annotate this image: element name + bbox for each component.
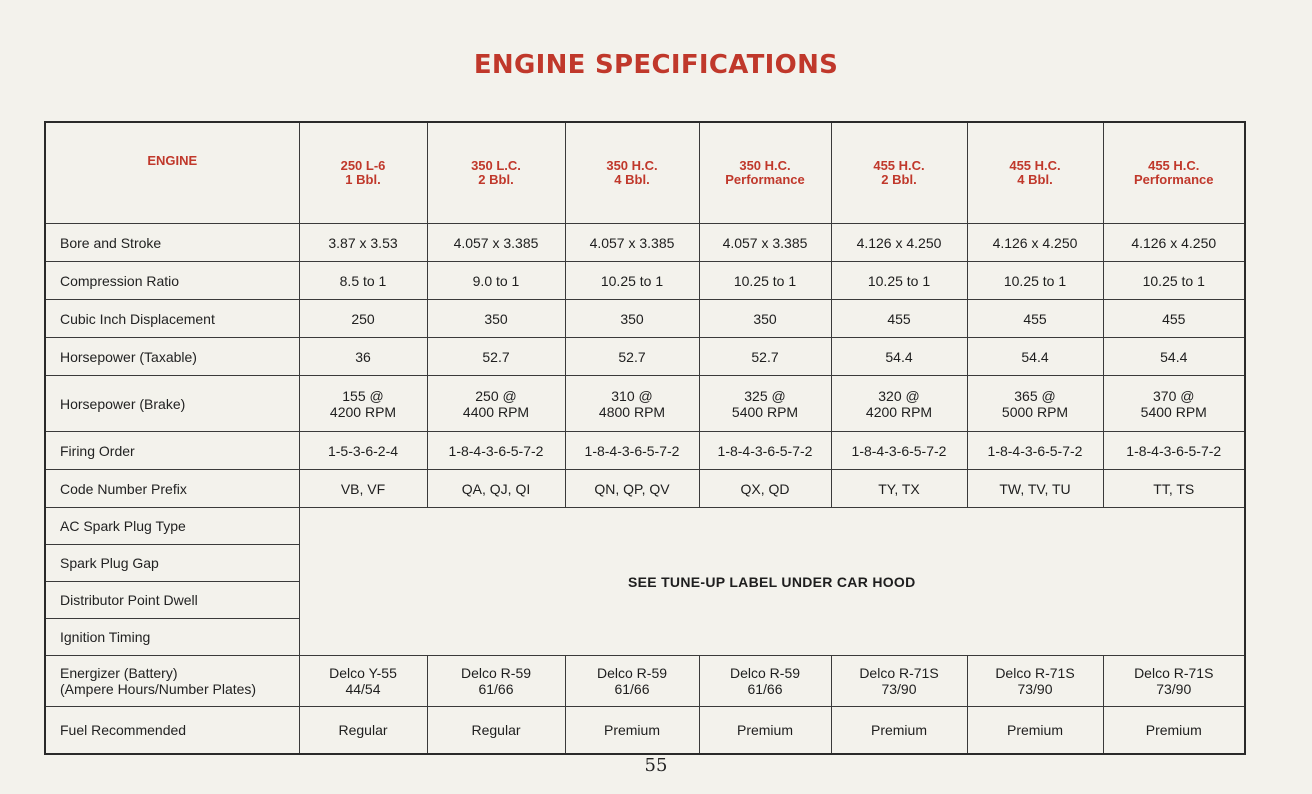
row-fuel [45,707,1245,755]
cell-value: 52.7 [427,338,565,376]
cell-value: 455 [1103,300,1245,338]
cell-value: 10.25 to 1 [831,262,967,300]
cell-value [427,376,565,432]
row-firing-order [45,432,1245,470]
column-header [967,122,1103,224]
column-header [427,122,565,224]
cell-value: 1-8-4-3-6-5-7-2 [967,432,1103,470]
rpm-value: 4200 RPM [329,403,397,420]
row-spark-type [45,508,1245,545]
cell-value [565,376,699,432]
column-header-line1: 350 H.C. [606,158,658,173]
rpm-value: 4200 RPM [865,403,933,420]
battery-rating: 61/66 [747,681,783,697]
hp-value: 310 @ [611,387,653,404]
cell-value [299,656,427,707]
engine-spec-table [44,121,1246,755]
cell-value: 455 [967,300,1103,338]
cell-value [967,376,1103,432]
cell-value [831,656,967,707]
cell-value: 350 [427,300,565,338]
row-bore-stroke [45,224,1245,262]
column-header-line2: Performance [725,172,805,187]
column-header-line2: Performance [1134,172,1214,187]
cell-value: 4.057 x 3.385 [427,224,565,262]
cell-value: 8.5 to 1 [299,262,427,300]
rpm-value: 5400 RPM [1140,403,1207,420]
cell-value: QX, QD [699,470,831,508]
engine-column-header: ENGINE [45,122,299,224]
cell-value: VB, VF [299,470,427,508]
hp-value: 365 @ [1014,387,1056,404]
hp-value: 155 @ [342,387,384,404]
column-header-line1: 455 H.C. [1148,158,1200,173]
cell-value: 54.4 [1103,338,1245,376]
cell-value: QN, QP, QV [565,470,699,508]
cell-value: TT, TS [1103,470,1245,508]
column-header [299,122,427,224]
battery-model: Delco R-59 [460,665,532,681]
row-label: Bore and Stroke [45,224,299,262]
row-label: Horsepower (Taxable) [45,338,299,376]
column-header-line1: 455 H.C. [873,158,925,173]
cell-value: 1-5-3-6-2-4 [299,432,427,470]
cell-value: Regular [427,707,565,755]
cell-value [1103,656,1245,707]
cell-value: 10.25 to 1 [1103,262,1245,300]
cell-value: TW, TV, TU [967,470,1103,508]
cell-value [967,656,1103,707]
cell-value: 10.25 to 1 [967,262,1103,300]
row-label: Compression Ratio [45,262,299,300]
cell-value: Premium [699,707,831,755]
cell-value: 54.4 [967,338,1103,376]
column-header-line2: 2 Bbl. [881,172,917,187]
cell-value: 10.25 to 1 [565,262,699,300]
cell-value: 250 [299,300,427,338]
column-header-line1: 455 H.C. [1009,158,1061,173]
cell-value: 3.87 x 3.53 [299,224,427,262]
rpm-value: 4800 RPM [598,403,666,420]
column-header-line1: 350 L.C. [471,158,521,173]
cell-value: 1-8-4-3-6-5-7-2 [427,432,565,470]
hp-value: 250 @ [475,387,517,404]
row-label [45,656,299,707]
row-label: AC Spark Plug Type [45,508,299,545]
row-label: Ignition Timing [45,619,299,656]
row-battery [45,656,1245,707]
row-hp-taxable [45,338,1245,376]
column-header [565,122,699,224]
cell-value [699,376,831,432]
row-label: Fuel Recommended [45,707,299,755]
cell-value: 1-8-4-3-6-5-7-2 [1103,432,1245,470]
tune-up-notice: SEE TUNE-UP LABEL UNDER CAR HOOD [299,508,1245,656]
row-label: Horsepower (Brake) [45,376,299,432]
cell-value: QA, QJ, QI [427,470,565,508]
column-header [699,122,831,224]
battery-model: Delco R-71S [1134,665,1214,681]
cell-value: Premium [831,707,967,755]
column-header [1103,122,1245,224]
cell-value [1103,376,1245,432]
cell-value: 1-8-4-3-6-5-7-2 [831,432,967,470]
battery-label-line2: (Ampere Hours/Number Plates) [60,681,257,697]
rpm-value: 5000 RPM [1001,403,1069,420]
cell-value: 36 [299,338,427,376]
battery-model: Delco R-71S [859,665,939,681]
cell-value: 455 [831,300,967,338]
column-header-line2: 2 Bbl. [478,172,514,187]
cell-value [565,656,699,707]
rpm-value: 5400 RPM [731,403,799,420]
cell-value: 1-8-4-3-6-5-7-2 [699,432,831,470]
cell-value: 4.057 x 3.385 [565,224,699,262]
cell-value: Premium [967,707,1103,755]
cell-value: TY, TX [831,470,967,508]
cell-value [299,376,427,432]
cell-value: 52.7 [565,338,699,376]
battery-label-line1: Energizer (Battery) [60,665,178,681]
battery-model: Delco R-59 [596,665,668,681]
battery-rating: 61/66 [478,681,514,697]
cell-value: 9.0 to 1 [427,262,565,300]
cell-value: 4.126 x 4.250 [831,224,967,262]
row-hp-brake [45,376,1245,432]
battery-model: Delco R-71S [995,665,1075,681]
column-header-line1: 250 L-6 [340,158,386,173]
row-label: Distributor Point Dwell [45,582,299,619]
cell-value [699,656,831,707]
page-number: 55 [644,755,668,776]
column-header-line1: 350 H.C. [739,158,791,173]
battery-rating: 44/54 [345,681,381,697]
page-title: ENGINE SPECIFICATIONS [473,50,839,80]
cell-value: 54.4 [831,338,967,376]
battery-model: Delco R-59 [729,665,801,681]
header-row [45,122,1245,224]
row-code-prefix [45,470,1245,508]
hp-value: 370 @ [1153,387,1195,404]
cell-value: 10.25 to 1 [699,262,831,300]
cell-value: 4.126 x 4.250 [1103,224,1245,262]
cell-value: Regular [299,707,427,755]
cell-value: 350 [699,300,831,338]
column-header [831,122,967,224]
cell-value [831,376,967,432]
cell-value: 350 [565,300,699,338]
column-header-line2: 4 Bbl. [1017,172,1053,187]
row-label: Spark Plug Gap [45,545,299,582]
cell-value: 4.057 x 3.385 [699,224,831,262]
row-displacement [45,300,1245,338]
cell-value: 4.126 x 4.250 [967,224,1103,262]
hp-value: 325 @ [744,387,786,404]
cell-value: 52.7 [699,338,831,376]
row-label: Firing Order [45,432,299,470]
column-header-line2: 4 Bbl. [614,172,650,187]
cell-value: 1-8-4-3-6-5-7-2 [565,432,699,470]
column-header-line2: 1 Bbl. [345,172,381,187]
battery-model: Delco Y-55 [329,665,397,681]
battery-rating: 61/66 [614,681,650,697]
battery-rating: 73/90 [1017,681,1053,697]
hp-value: 320 @ [878,387,920,404]
battery-rating: 73/90 [1156,681,1192,697]
cell-value: Premium [1103,707,1245,755]
row-compression [45,262,1245,300]
row-label: Code Number Prefix [45,470,299,508]
rpm-value: 4400 RPM [462,403,530,420]
cell-value [427,656,565,707]
battery-rating: 73/90 [881,681,917,697]
row-label: Cubic Inch Displacement [45,300,299,338]
cell-value: Premium [565,707,699,755]
